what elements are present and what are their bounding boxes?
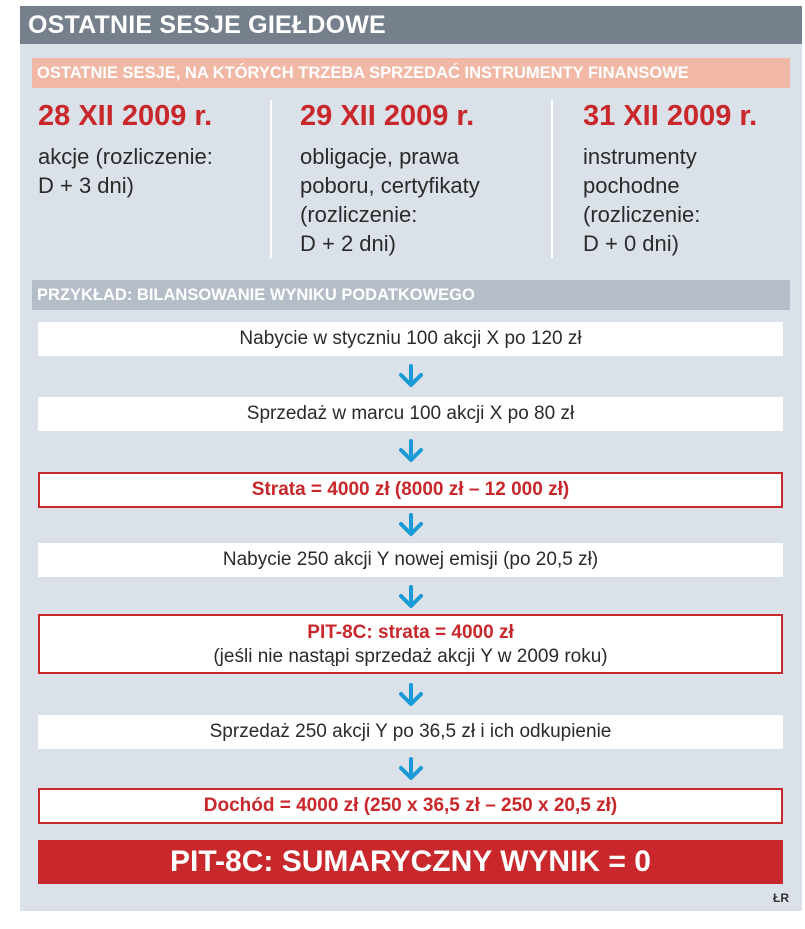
sessions-header: OSTATNIE SESJE, NA KTÓRYCH TRZEBA SPRZEDAĆ INSTRUMENTY FINANSOWE (32, 58, 790, 88)
main-title: OSTATNIE SESJE GIEŁDOWE (20, 6, 802, 44)
flow-step-1: Nabycie w styczniu 100 akcji X po 120 zł (38, 322, 783, 356)
flow-step-4: Nabycie 250 akcji Y nowej emisji (po 20,5 zł) (38, 543, 783, 577)
example-header: PRZYKŁAD: BILANSOWANIE WYNIKU PODATKOWEGO (32, 280, 790, 310)
session-date: 28 XII 2009 r. (38, 100, 213, 132)
arrow-down-icon (398, 439, 424, 463)
flow-step-loss: Strata = 4000 zł (8000 zł – 12 000 zł) (38, 472, 783, 508)
author-credit: ŁR (773, 891, 789, 905)
final-result: PIT-8C: SUMARYCZNY WYNIK = 0 (38, 840, 783, 884)
pit-loss-note: (jeśli nie nastąpi sprzedaż akcji Y w 2009 roku) (213, 646, 608, 667)
session-date: 31 XII 2009 r. (583, 100, 758, 132)
session-column-3 (583, 96, 757, 258)
arrow-down-icon (398, 585, 424, 609)
arrow-down-icon (398, 757, 424, 781)
arrow-down-icon (398, 683, 424, 707)
arrow-down-icon (398, 513, 424, 537)
flow-step-income: Dochód = 4000 zł (250 x 36,5 zł – 250 x 20,5 zł) (38, 788, 783, 824)
session-desc: obligacje, prawa poboru, certyfikaty (rozliczenie: D + 2 dni) (300, 144, 480, 256)
column-divider (551, 100, 553, 258)
flow-step-pit-loss (38, 614, 783, 674)
session-desc: akcje (rozliczenie: D + 3 dni) (38, 144, 213, 198)
arrow-down-icon (398, 364, 424, 388)
flow-step-6: Sprzedaż 250 akcji Y po 36,5 zł i ich odkupienie (38, 715, 783, 749)
pit-loss-line: PIT-8C: strata = 4000 zł (307, 622, 514, 643)
session-column-1 (38, 96, 213, 200)
session-date: 29 XII 2009 r. (300, 100, 475, 132)
flow-step-2: Sprzedaż w marcu 100 akcji X po 80 zł (38, 397, 783, 431)
column-divider (270, 100, 272, 258)
session-desc: instrumenty pochodne (rozliczenie: D + 0 dni) (583, 144, 701, 256)
session-column-2 (300, 96, 480, 258)
